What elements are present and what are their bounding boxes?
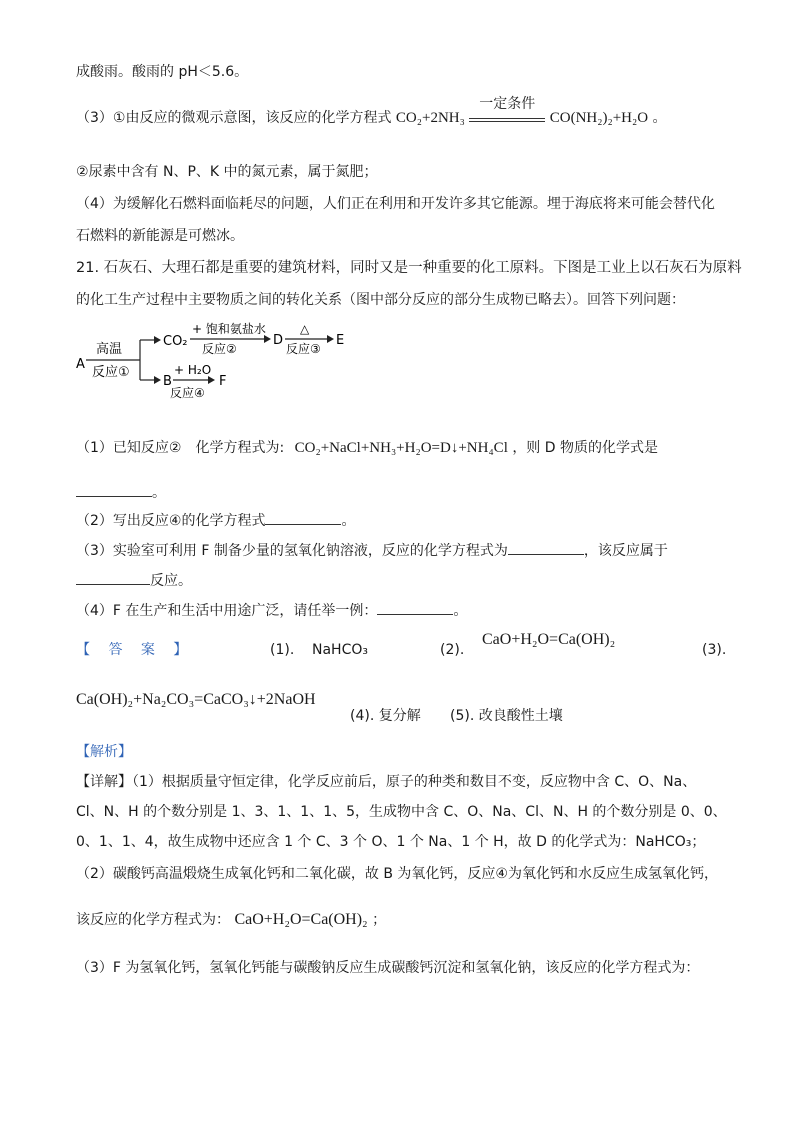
sub-question-4-end: 。	[453, 603, 468, 619]
sub-question-1-answer-line	[76, 482, 166, 503]
sub-question-2	[76, 510, 355, 531]
answer-blank-1[interactable]	[76, 482, 152, 497]
substance-e: E	[336, 333, 345, 348]
sub-question-1	[76, 438, 658, 458]
intro-line-5: 石燃料的新能源是可燃冰。	[76, 228, 244, 244]
analysis-line-2: Cl、N、H 的个数分别是 1、3、1、1、1、5，生成物中含 C、O、Na、Cl、N、H 的个数分别是 0、0、	[76, 804, 727, 820]
sub-question-3	[76, 540, 668, 561]
sub-question-4-text: （4）F 在生产和生活中用途广泛，请任举一例：	[76, 603, 378, 619]
sub-question-3-cont: 反应。	[150, 573, 192, 589]
branch-upper-arrowhead	[154, 336, 161, 344]
intro-line-1: 成酸雨。酸雨的 pH＜5.6。	[76, 64, 249, 80]
sub-question-3-mid: ，该反应属于	[583, 543, 668, 559]
answer-blank-4[interactable]	[76, 570, 150, 585]
arrow-3-head	[327, 335, 334, 343]
substance-f: F	[219, 374, 227, 389]
reaction-condition	[469, 96, 545, 122]
intro-line-2	[76, 96, 667, 128]
analysis-equation: CaO+H₂O=Ca(OH)₂	[234, 911, 368, 928]
substance-d: D	[273, 333, 284, 348]
answer-1-value: NaHCO₃	[312, 642, 368, 658]
urea-equation-left: CO₂+2NH₃	[395, 110, 465, 126]
answer-blank-5[interactable]	[377, 600, 453, 615]
reaction-condition-text: 一定条件	[479, 96, 536, 112]
branch-lower-arrowhead	[154, 376, 161, 384]
sub-question-2-end: 。	[341, 513, 356, 529]
condition-2-top: + 饱和氨盐水	[192, 322, 266, 336]
analysis-line-5	[76, 910, 386, 930]
condition-1-top: 高温	[96, 342, 123, 357]
answer-3-equation: Ca(OH)₂+Na₂CO₃=CaCO₃↓+2NaOH	[76, 691, 316, 708]
sub-question-1-end: 。	[152, 485, 166, 501]
answer-5: (5). 改良酸性土壤	[450, 708, 563, 724]
sub-question-2-text: （2）写出反应④的化学方程式	[76, 513, 266, 529]
reaction-2-equation: CO₂+NaCl+NH₃+H₂O=D↓+NH₄Cl	[294, 440, 508, 456]
substance-a: A	[76, 357, 85, 372]
equals-double-bar	[469, 118, 545, 122]
condition-4-top: + H₂O	[174, 363, 212, 377]
condition-3-top: △	[300, 322, 310, 336]
condition-1-bottom: 反应①	[92, 365, 130, 380]
question-21-line-1: 21. 石灰石、大理石都是重要的建筑材料，同时又是一种重要的化工原料。下图是工业上以石灰石为原料	[76, 260, 742, 276]
intro-line-4: （4）为缓解化石燃料面临耗尽的问题，人们正在利用和开发许多其它能源。埋于海底将来可能会替代化	[76, 196, 715, 212]
answer-2-number: (2).	[440, 642, 465, 658]
analysis-line-6: （3）F 为氢氧化钙，氢氧化钙能与碳酸钠反应生成碳酸钙沉淀和氢氧化钠，该反应的化学方程式为：	[76, 960, 700, 976]
analysis-line-1: 【详解】（1）根据质量守恒定律，化学反应前后，原子的种类和数目不变，反应物中含 C、O、Na、	[76, 774, 697, 790]
answer-1-number: (1).	[270, 642, 295, 658]
sub-question-4	[76, 600, 467, 621]
answer-4: (4). 复分解	[350, 708, 421, 724]
answer-2-equation: CaO+H₂O=Ca(OH)₂	[482, 631, 616, 648]
answer-3-number: (3).	[702, 642, 727, 658]
answer-label: 【 答 案 】	[76, 642, 195, 658]
intro-line-2-prefix: （3）①由反应的微观示意图，该反应的化学方程式	[76, 110, 392, 126]
analysis-line-4: （2）碳酸钙高温煅烧生成氧化钙和二氧化碳，故 B 为氧化钙，反应④为氧化钙和水反应生成氢氧化钙，	[76, 866, 718, 882]
answer-blank-2[interactable]	[265, 510, 341, 525]
condition-4-bottom: 反应④	[170, 386, 205, 400]
substance-b: B	[163, 374, 172, 389]
reaction-flow-diagram	[74, 322, 374, 404]
analysis-label: 【解析】	[76, 744, 132, 760]
urea-equation-right: CO(NH₂)₂+H₂O	[549, 110, 649, 126]
arrow-2-head	[264, 335, 271, 343]
sub-question-1-suffix: ，则 D 物质的化学式是	[512, 440, 658, 456]
sub-question-3-prefix: （3）实验室可利用 F 制备少量的氢氧化钠溶液，反应的化学方程式为	[76, 543, 508, 559]
condition-2-bottom: 反应②	[202, 342, 237, 356]
intro-line-2-suffix: 。	[652, 110, 667, 126]
analysis-line-5-prefix: 该反应的化学方程式为：	[76, 912, 230, 928]
condition-3-bottom: 反应③	[286, 342, 321, 356]
analysis-line-3: 0、1、1、4，故生成物中还应含 1 个 C、3 个 O、1 个 Na、1 个 H，故 D 的化学式为：NaHCO₃；	[76, 834, 706, 850]
answer-blank-3[interactable]	[508, 540, 584, 555]
sub-question-1-prefix: （1）已知反应② 化学方程式为:	[76, 440, 285, 456]
intro-line-3: ②尿素中含有 N、P、K 中的氮元素，属于氮肥；	[76, 164, 378, 180]
analysis-line-5-suffix: ；	[372, 912, 387, 928]
question-21-line-2: 的化工生产过程中主要物质之间的转化关系（图中部分反应的部分生成物已略去）。回答下列问题：	[76, 292, 685, 308]
sub-question-3-line-2	[76, 570, 192, 591]
arrow-4-head	[208, 376, 215, 384]
substance-co2: CO₂	[163, 334, 188, 349]
